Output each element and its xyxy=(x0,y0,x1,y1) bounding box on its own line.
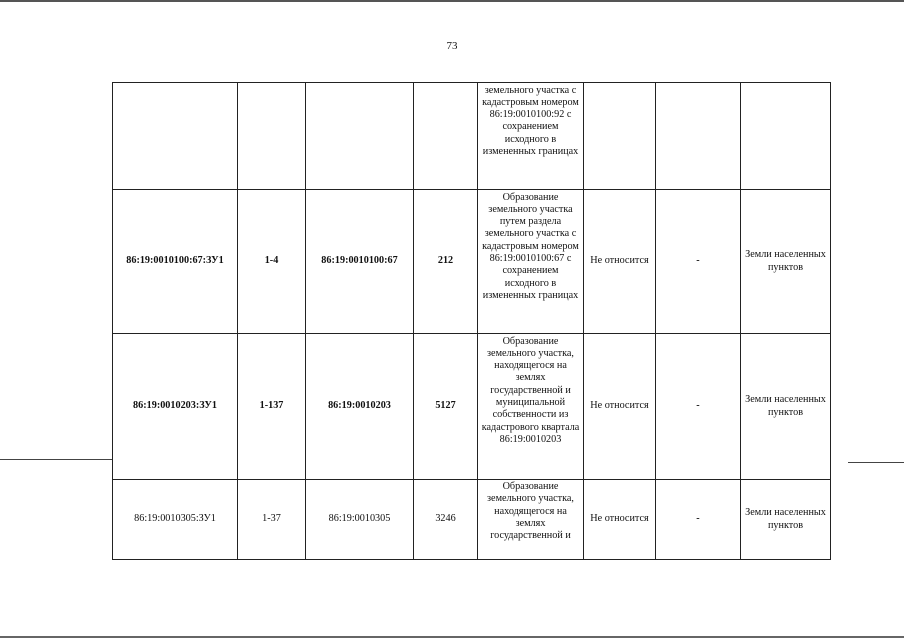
cell-description xyxy=(478,334,584,480)
cell-area: 212 xyxy=(414,190,478,334)
cell-cadastral-id xyxy=(113,83,238,190)
cell-dash: - xyxy=(656,334,741,480)
cell-forest-relation: Не относится xyxy=(584,334,656,480)
cell-cadastral-id: 86:19:0010203:ЗУ1 xyxy=(113,334,238,480)
cell-source-parcel: 86:19:0010100:67 xyxy=(306,190,414,334)
cell-description xyxy=(478,190,584,334)
cell-forest-relation: Не относится xyxy=(584,480,656,560)
cell-source-parcel: 86:19:0010203 xyxy=(306,334,414,480)
cell-area: 3246 xyxy=(414,480,478,560)
cell-source-parcel xyxy=(306,83,414,190)
cell-cadastral-id: 86:19:0010100:67:ЗУ1 xyxy=(113,190,238,334)
scan-artifact-right xyxy=(848,462,904,463)
table-row xyxy=(113,83,831,190)
cell-description xyxy=(478,480,584,560)
cell-point-numbers: 1-4 xyxy=(238,190,306,334)
scan-edge-bottom xyxy=(0,636,904,638)
cell-land-category: Земли населенных пунктов xyxy=(741,334,831,480)
description-text: Образование земельного участка, находящегося на землях государственной и xyxy=(487,481,574,542)
page-number: 73 xyxy=(446,40,458,52)
cell-source-parcel: 86:19:0010305 xyxy=(306,480,414,560)
scan-artifact-left xyxy=(0,459,112,460)
cell-cadastral-id: 86:19:0010305:ЗУ1 xyxy=(113,480,238,560)
description-text: Образование земельного участка, находящегося на землях государственной и муниципальной собственности из кадастрового квартала 86:19:0010203 xyxy=(481,335,580,445)
cell-dash xyxy=(656,83,741,190)
cell-forest-relation: Не относится xyxy=(584,190,656,334)
table-row xyxy=(113,190,831,334)
table-row xyxy=(113,480,831,560)
cell-area xyxy=(414,83,478,190)
cell-land-category: Земли населенных пунктов xyxy=(741,480,831,560)
table-row xyxy=(113,334,831,480)
scan-edge-top xyxy=(0,0,904,2)
cell-point-numbers: 1-137 xyxy=(238,334,306,480)
cell-land-category: Земли населенных пунктов xyxy=(741,190,831,334)
cell-description xyxy=(478,83,584,190)
description-text: Образование земельного участка путем раздела земельного участка с кадастровым номером 86:19:0010100:67 с сохранением исходного в измененных границах xyxy=(482,191,579,301)
cell-area: 5127 xyxy=(414,334,478,480)
cell-dash: - xyxy=(656,190,741,334)
parcel-registry-table xyxy=(112,82,831,560)
description-text: земельного участка с кадастровым номером 86:19:0010100:92 с сохранением исходного в измененных границах xyxy=(482,84,579,157)
cell-point-numbers xyxy=(238,83,306,190)
cell-land-category xyxy=(741,83,831,190)
cell-forest-relation xyxy=(584,83,656,190)
cell-dash: - xyxy=(656,480,741,560)
cell-point-numbers: 1-37 xyxy=(238,480,306,560)
